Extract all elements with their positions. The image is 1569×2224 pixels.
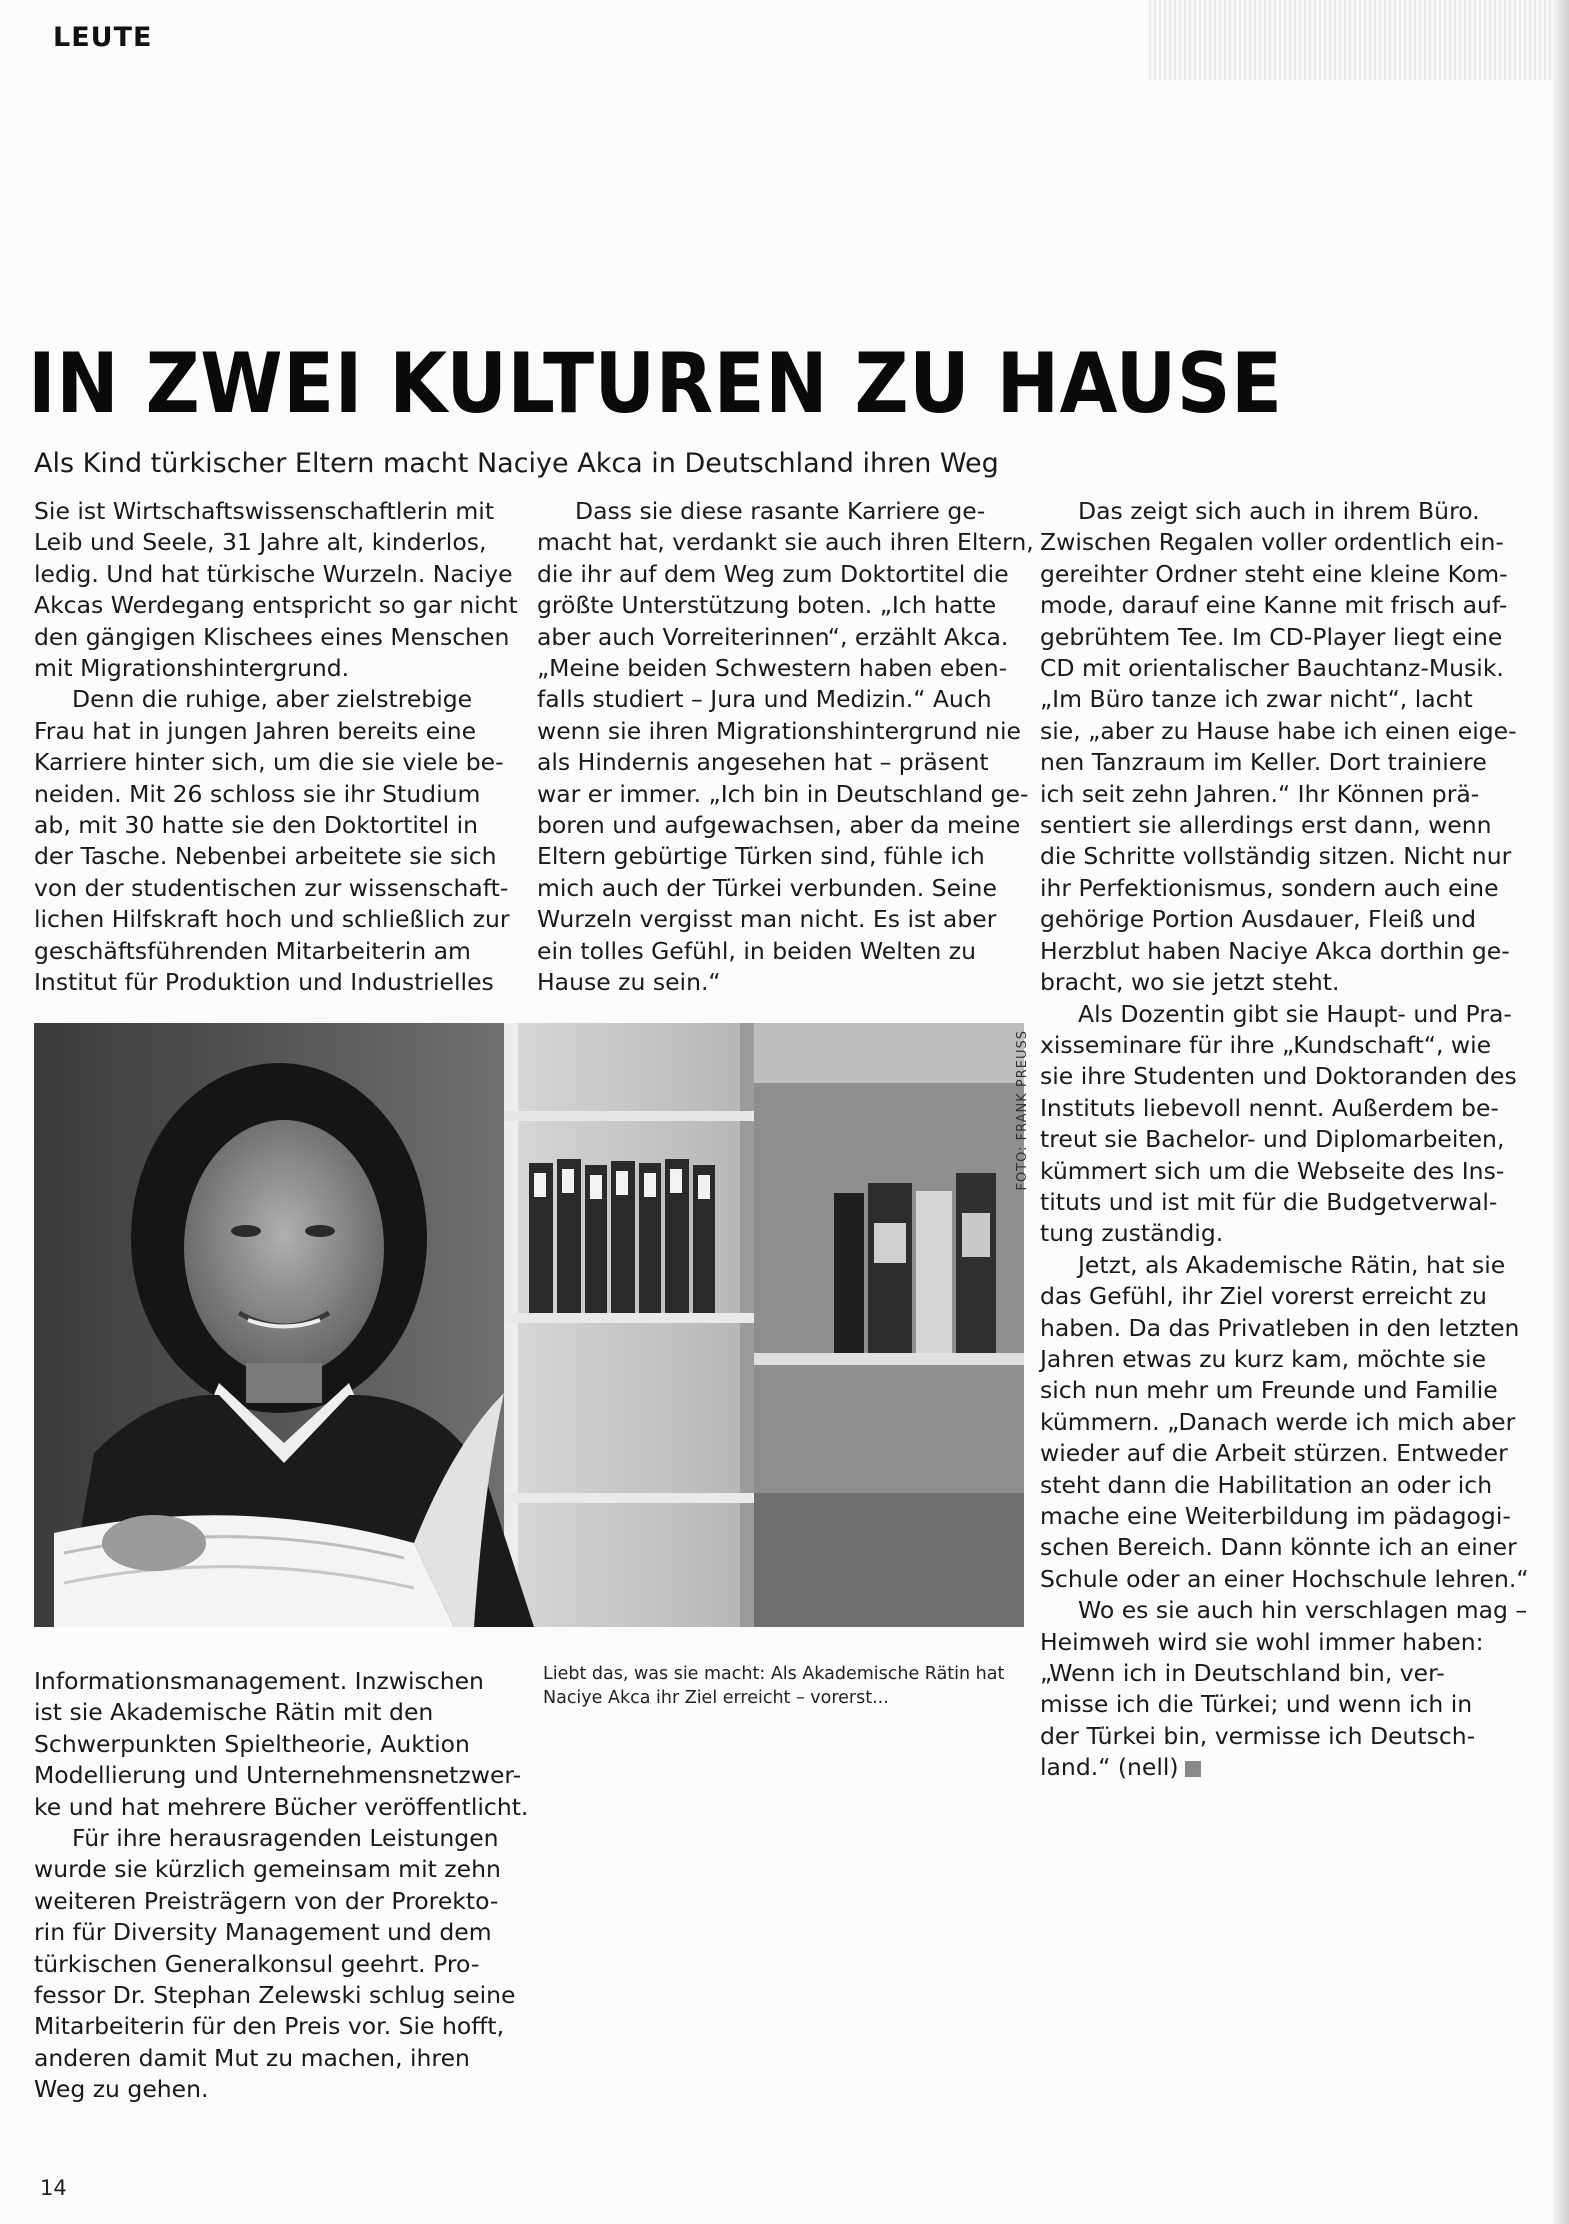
text-line: Informationsmanagement. Inzwischen [34,1667,484,1695]
scan-noise [1149,0,1569,80]
text-line: ihr Perfektionismus, sondern auch eine [1040,873,1499,902]
text-line: sie ihre Studenten und Doktoranden des [1040,1062,1517,1091]
text-line: ab, mit 30 hatte sie den Doktortitel in [34,811,478,840]
text-line: türkischen Generalkonsul geehrt. Pro- [34,1949,480,1978]
article-column-2 [537,496,1034,999]
text-line: schen Bereich. Dann könnte ich an einer [1040,1533,1517,1562]
text-line: geschäftsführenden Mitarbeiterin am [34,936,471,965]
text-line: ist sie Akademische Rätin mit den [34,1698,434,1727]
text-line: kümmert sich um die Webseite des Ins- [1040,1156,1505,1185]
text-line: Weg zu gehen. [34,2075,209,2104]
text-line: rin für Diversity Management und dem [34,1918,492,1947]
photo-credit: FOTO: FRANK PREUSS [1015,1030,1030,1191]
text-line: ich seit zehn Jahren.“ Ihr Können prä- [1040,779,1480,808]
text-line: aber auch Vorreiterinnen“, erzählt Akca. [537,622,1009,651]
text-line: mit Migrationshintergrund. [34,654,350,683]
text-line: macht hat, verdankt sie auch ihren Eltern, [537,528,1034,557]
text-line: bracht, wo sie jetzt steht. [1040,968,1340,997]
text-line: land.“ (nell) [1040,1753,1179,1782]
subheadline: Als Kind türkischer Eltern macht Naciye Akca in Deutschland ihren Weg [34,448,999,479]
text-line: falls studiert – Jura und Medizin.“ Auch [537,685,992,714]
text-line: xisseminare für ihre „Kundschaft“, wie [1040,1030,1492,1059]
text-line: war er immer. „Ich bin in Deutschland ge- [537,779,1029,808]
text-line: wenn sie ihren Migrationshintergrund nie [537,716,1021,745]
text-line: boren und aufgewachsen, aber da meine [537,811,1021,840]
text-line: lichen Hilfskraft hoch und schließlich zur [34,905,510,934]
text-line: gehörige Portion Ausdauer, Fleiß und [1040,905,1477,934]
article-photo [34,1023,1024,1627]
text-line: haben. Da das Privatleben in den letzten [1040,1313,1520,1342]
text-line: Das zeigt sich auch in ihrem Büro. [1078,497,1480,525]
text-line: den gängigen Klischees eines Menschen [34,622,510,651]
text-line: Modellierung und Unternehmensnetzwer- [34,1761,522,1790]
text-line: kümmern. „Danach werde ich mich aber [1040,1407,1516,1436]
end-of-article-mark [1185,1761,1201,1777]
text-line: Für ihre herausragenden Leistungen [72,1824,499,1853]
text-line: gebrühtem Tee. Im CD-Player liegt eine [1040,622,1503,651]
text-line: Eltern gebürtige Türken sind, fühle ich [537,842,985,871]
text-line: fessor Dr. Stephan Zelewski schlug seine [34,1981,516,2010]
text-line: ledig. Und hat türkische Wurzeln. Naciye [34,559,513,588]
text-line: Schule oder an einer Hochschule lehren.“ [1040,1564,1529,1593]
text-line: mode, darauf eine Kanne mit frisch auf- [1040,591,1508,620]
text-line: ein tolles Gefühl, in beiden Welten zu [537,936,977,965]
text-line: Wurzeln vergisst man nicht. Es ist aber [537,905,997,934]
page-edge-shadow [1553,0,1569,2224]
text-line: ke und hat mehrere Bücher veröffentlicht. [34,1792,529,1821]
text-line: Dass sie diese rasante Karriere ge- [575,497,986,525]
text-line: der Türkei bin, vermisse ich Deutsch- [1040,1721,1476,1750]
section-label: LEUTE [53,22,153,53]
text-line: Jahren etwas zu kurz kam, möchte sie [1040,1344,1487,1373]
text-line: das Gefühl, ihr Ziel vorerst erreicht zu [1040,1282,1487,1311]
text-line: gereihter Ordner steht eine kleine Kom- [1040,559,1508,588]
text-line: anderen damit Mut zu machen, ihren [34,2043,470,2072]
text-line: mache eine Weiterbildung im pädagogi- [1040,1502,1511,1530]
text-line: Institut für Produktion und Industrielles [34,968,494,997]
text-line: mich auch der Türkei verbunden. Seine [537,873,997,902]
text-line: tung zuständig. [1040,1219,1224,1248]
text-line: Akcas Werdegang entspricht so gar nicht [34,591,518,620]
caption-line: Liebt das, was sie macht: Als Akademische Rätin hat [543,1664,1005,1684]
text-line: von der studentischen zur wissenschaft- [34,873,509,902]
text-line: der Tasche. Nebenbei arbeitete sie sich [34,842,497,871]
text-line: Sie ist Wirtschaftswissenschaftlerin mit [34,497,495,525]
text-line: als Hindernis angesehen hat – präsent [537,748,989,777]
headline: IN ZWEI KULTUREN ZU HAUSE [28,335,1283,432]
text-line: wieder auf die Arbeit stürzen. Entweder [1040,1439,1508,1468]
text-line: Mitarbeiterin für den Preis vor. Sie hofft, [34,2012,505,2041]
text-line: Instituts liebevoll nennt. Außerdem be- [1040,1093,1499,1122]
text-line: treut sie Bachelor- und Diplomarbeiten, [1040,1125,1505,1154]
text-line: die ihr auf dem Weg zum Doktortitel die [537,559,1009,588]
text-line: neiden. Mit 26 schloss sie ihr Studium [34,779,481,808]
text-line: sie, „aber zu Hause habe ich einen eige- [1040,716,1517,745]
text-line: Herzblut haben Naciye Akca dorthin ge- [1040,936,1510,965]
text-line: tituts und ist mit für die Budgetverwal- [1040,1187,1498,1216]
text-line: Als Dozentin gibt sie Haupt- und Pra- [1078,999,1512,1028]
article-column-1-continued [34,1666,529,2106]
text-line: Jetzt, als Akademische Rätin, hat sie [1078,1250,1506,1279]
text-line: Hause zu sein.“ [537,968,721,997]
text-line: größte Unterstützung boten. „Ich hatte [537,591,997,620]
text-line: wurde sie kürzlich gemeinsam mit zehn [34,1855,501,1884]
text-line: steht dann die Habilitation an oder ich [1040,1470,1493,1499]
text-line: Frau hat in jungen Jahren bereits eine [34,716,477,745]
text-line: sentiert sie allerdings erst dann, wenn [1040,811,1492,840]
text-line: Zwischen Regalen voller ordentlich ein- [1040,528,1504,557]
text-line: misse ich die Türkei; und wenn ich in [1040,1690,1473,1719]
text-line: Schwerpunkten Spieltheorie, Auktion [34,1729,470,1758]
text-line: Denn die ruhige, aber zielstrebige [72,685,473,714]
text-line: Wo es sie auch hin verschlagen mag – [1078,1596,1528,1625]
text-line: sich nun mehr um Freunde und Familie [1040,1376,1498,1405]
page-number: 14 [40,2176,67,2200]
text-line: „Im Büro tanze ich zwar nicht“, lacht [1040,685,1473,714]
article-column-3 [1040,496,1530,1784]
text-line: Karriere hinter sich, um die sie viele be- [34,748,504,777]
text-line: Heimweh wird sie wohl immer haben: [1040,1627,1484,1656]
text-line-last [1040,1752,1530,1783]
caption-line: Naciye Akca ihr Ziel erreicht – vorerst... [543,1688,889,1708]
text-line: CD mit orientalischer Bauchtanz-Musik. [1040,654,1504,683]
text-line: weiteren Preisträgern von der Prorekto- [34,1886,499,1915]
photo-caption [543,1662,1023,1710]
text-line: „Meine beiden Schwestern haben eben- [537,654,1008,683]
text-line: „Wenn ich in Deutschland bin, ver- [1040,1659,1445,1688]
article-column-1 [34,496,518,999]
text-line: Leib und Seele, 31 Jahre alt, kinderlos, [34,528,487,557]
text-line: nen Tanzraum im Keller. Dort trainiere [1040,748,1487,777]
text-line: die Schritte vollständig sitzen. Nicht nur [1040,842,1512,871]
